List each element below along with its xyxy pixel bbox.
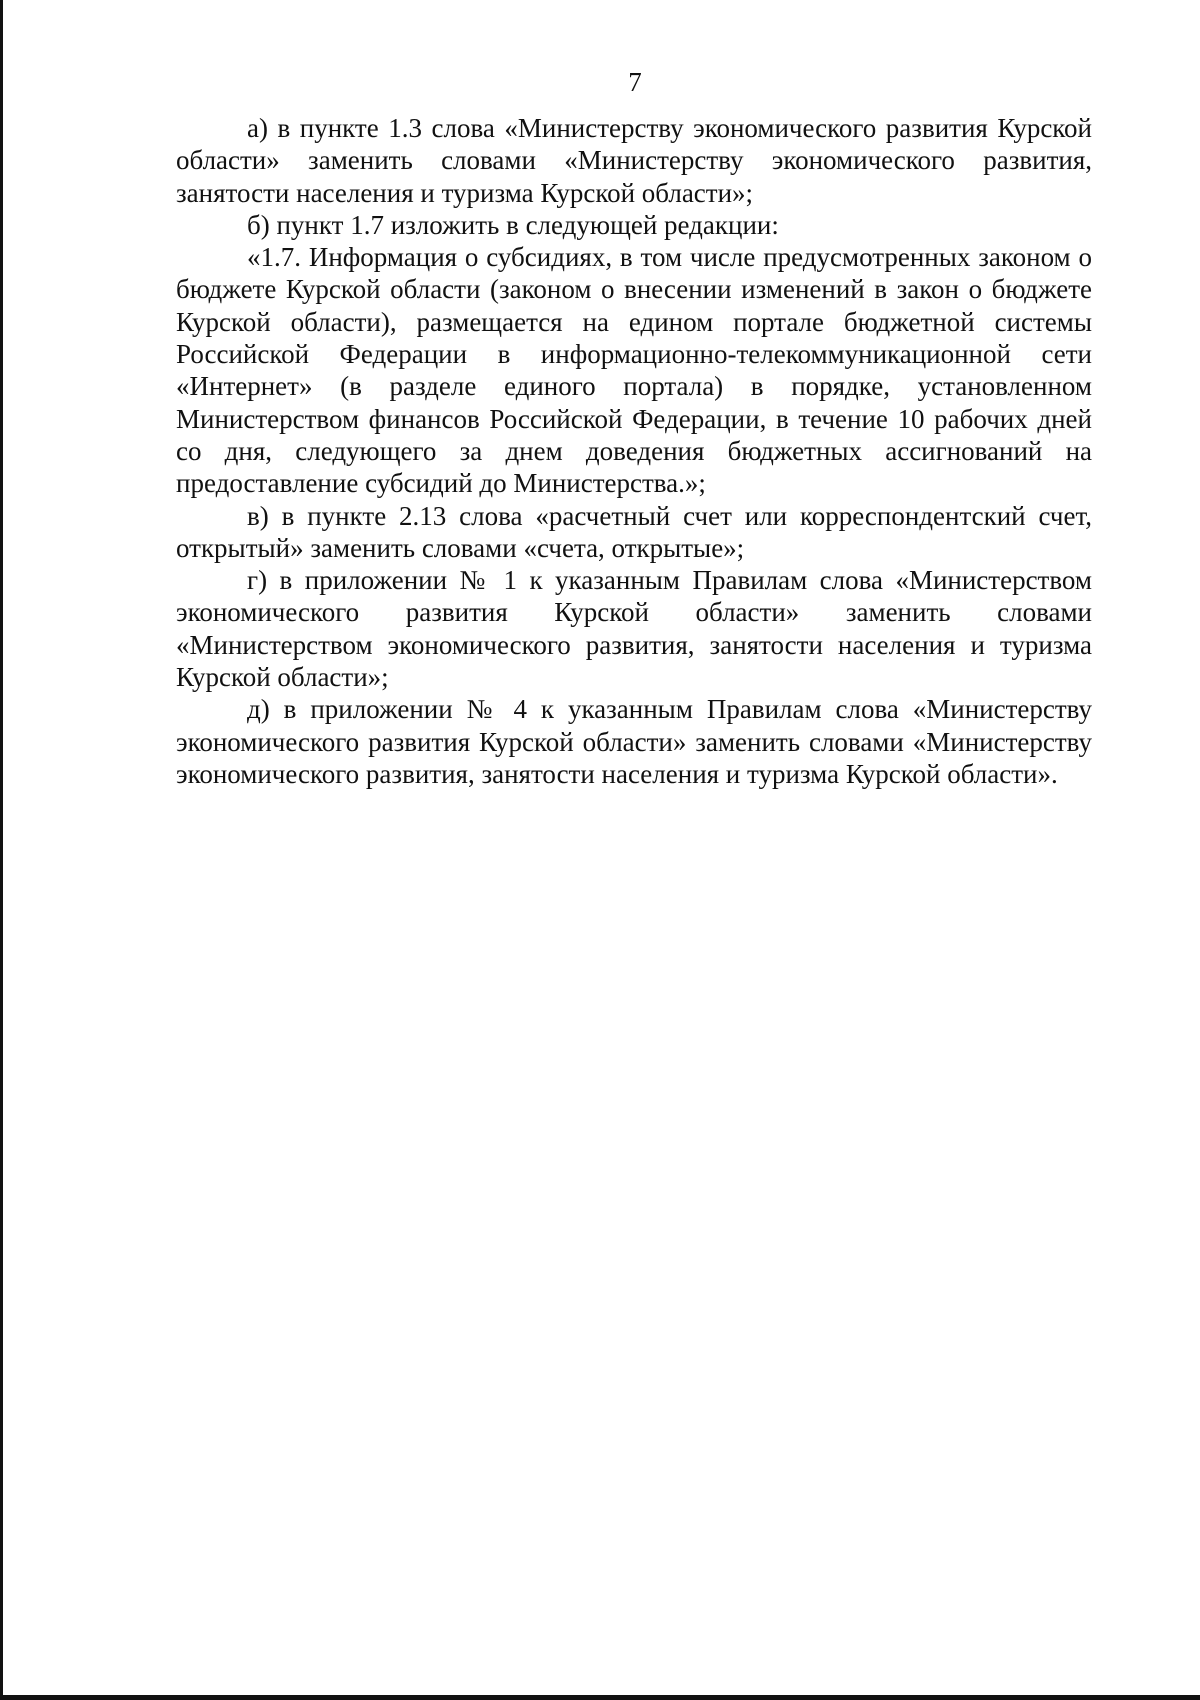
paragraph-v: в) в пункте 2.13 слова «расчетный счет или корреспондентский счет, открытый» заменить словами «счета, открытые»; (176, 500, 1092, 563)
paragraph-g: г) в приложении № 1 к указанным Правилам слова «Министерством экономического развития Курской области» заменить словами «Министерством экономического развития, занятости населения и туризма Курской области»; (176, 565, 1092, 693)
paragraph-a: а) в пункте 1.3 слова «Министерству экономического развития Курской области» заменить словами «Министерству экономического развития, занятости населения и туризма Курской области»; (176, 113, 1092, 208)
paragraph-d: д) в приложении № 4 к указанным Правилам слова «Министерству экономического развития Курской области» заменить словами «Министерству экономического развития, занятости населения и туризма Курской области». (176, 694, 1092, 789)
page-number: 7 (628, 67, 642, 97)
paragraph-b-quote: «1.7. Информация о субсидиях, в том числе предусмотренных законом о бюджете Курской области (законом о внесении изменений в закон о бюджете Курской области), размещается на едином портале бюджетной системы Российской Федерации в информационно-телекоммуникационной сети «Интернет» (в разделе единого портала) в порядке, установленном Министерством финансов Российской Федерации, в течение 10 рабочих дней со дня, следующего за днем доведения бюджетных ассигнований на предоставление субсидий до Министерства.»; (176, 242, 1092, 499)
document-body (176, 112, 1092, 790)
paragraph-b: б) пункт 1.7 изложить в следующей редакции: (247, 209, 779, 240)
